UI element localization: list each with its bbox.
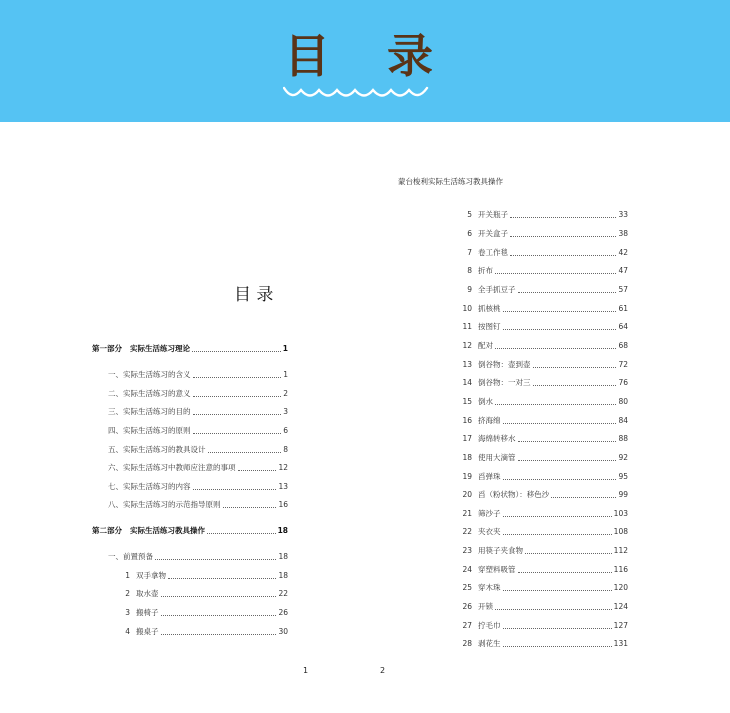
toc-entry[interactable] — [108, 368, 288, 382]
entry-title: 双手拿物 — [136, 571, 166, 580]
dot-leader — [518, 570, 612, 573]
toc-entry[interactable] — [120, 569, 288, 583]
toc-page-title: 目 录 — [234, 285, 274, 305]
entry-number: 11 — [462, 322, 472, 331]
page-ref: 99 — [618, 490, 628, 499]
page-ref: 108 — [613, 527, 628, 536]
dot-leader — [495, 346, 616, 349]
page-ref: 61 — [618, 304, 628, 313]
entry-number: 7 — [467, 248, 472, 257]
entry-title: 开关瓶子 — [478, 210, 508, 219]
section-title: 一、前置预备 — [108, 552, 153, 561]
entry-title: 用筷子夹食物 — [478, 546, 523, 555]
dot-leader — [510, 215, 616, 218]
entry-title: 取水壶 — [136, 589, 159, 598]
entry-number: 12 — [462, 341, 472, 350]
page-ref: 112 — [613, 546, 628, 555]
toc-entry[interactable] — [120, 625, 288, 639]
banner-title-char: 录 — [387, 29, 433, 83]
dot-leader — [193, 431, 282, 434]
toc-entry[interactable] — [462, 488, 628, 502]
toc-entry[interactable] — [462, 619, 628, 633]
page-ref: 116 — [613, 565, 628, 574]
toc-entry[interactable] — [462, 581, 628, 595]
page-ref: 84 — [618, 416, 628, 425]
toc-entry[interactable] — [462, 264, 628, 278]
toc-entry[interactable] — [462, 563, 628, 577]
entry-title: 倒谷物：壶到壶 — [478, 360, 531, 369]
running-header: 蒙台梭利实际生活练习教具操作 — [398, 177, 503, 186]
entry-title: 卷工作毯 — [478, 248, 508, 257]
header-banner — [0, 0, 730, 122]
entry-title: 穿塑料吸管 — [478, 565, 516, 574]
toc-entry[interactable] — [108, 498, 288, 512]
page-ref: 103 — [613, 509, 628, 518]
dot-leader — [503, 532, 612, 535]
toc-entry[interactable] — [462, 432, 628, 446]
entry-number: 15 — [462, 397, 472, 406]
entry-title: 七、实际生活练习的内容 — [108, 482, 191, 491]
toc-entry[interactable] — [462, 302, 628, 316]
entry-title: 四、实际生活练习的原则 — [108, 426, 191, 435]
toc-entry[interactable] — [462, 414, 628, 428]
toc-entry[interactable] — [462, 283, 628, 297]
dot-leader — [503, 309, 617, 312]
page-ref: 6 — [283, 426, 288, 435]
entry-number: 18 — [462, 453, 472, 462]
dot-leader — [193, 375, 282, 378]
toc-entry[interactable] — [462, 208, 628, 222]
page-ref: 124 — [613, 602, 628, 611]
dot-leader — [551, 495, 616, 498]
entry-title: 配对 — [478, 341, 493, 350]
dot-leader — [161, 632, 277, 635]
dot-leader — [208, 450, 282, 453]
part-number: 第一部分 — [92, 344, 122, 353]
part-title: 实际生活练习教具操作 — [130, 526, 205, 535]
dot-leader — [510, 234, 616, 237]
entry-number: 9 — [467, 285, 472, 294]
page-ref: 47 — [618, 266, 628, 275]
dot-leader — [503, 421, 617, 424]
page-ref: 57 — [618, 285, 628, 294]
page-ref: 8 — [283, 445, 288, 454]
entry-title: 按图钉 — [478, 322, 501, 331]
page-ref: 80 — [618, 397, 628, 406]
dot-leader — [495, 607, 612, 610]
dot-leader — [495, 271, 616, 274]
entry-number: 17 — [462, 434, 472, 443]
dot-leader — [533, 383, 617, 386]
entry-title: 海绵转移水 — [478, 434, 516, 443]
entry-title: 舀（粉状物）：移色沙 — [478, 490, 550, 499]
page-ref: 13 — [278, 482, 288, 491]
page-ref: 16 — [278, 500, 288, 509]
toc-entry[interactable] — [462, 600, 628, 614]
page-ref: 30 — [278, 627, 288, 636]
dot-leader — [193, 487, 277, 490]
dot-leader — [495, 402, 616, 405]
entry-number: 24 — [462, 565, 472, 574]
entry-title: 开关盒子 — [478, 229, 508, 238]
dot-leader — [503, 626, 612, 629]
page-number: 2 — [380, 666, 386, 675]
toc-entry[interactable] — [462, 470, 628, 484]
dot-leader — [533, 365, 617, 368]
page-number: 1 — [303, 666, 309, 675]
entry-number: 6 — [467, 229, 472, 238]
entry-number: 21 — [462, 509, 472, 518]
dot-leader — [168, 576, 276, 579]
page-ref: 26 — [278, 608, 288, 617]
page-ref: 92 — [618, 453, 628, 462]
toc-entry[interactable] — [108, 424, 288, 438]
page-ref: 64 — [618, 322, 628, 331]
entry-title: 筛沙子 — [478, 509, 501, 518]
dot-leader — [510, 253, 616, 256]
entry-title: 搬椅子 — [136, 608, 159, 617]
entry-title: 搬桌子 — [136, 627, 159, 636]
entry-number: 25 — [462, 583, 472, 592]
toc-entry[interactable] — [108, 480, 288, 494]
entry-title: 挤海绵 — [478, 416, 501, 425]
page-ref: 18 — [278, 571, 288, 580]
page-ref: 76 — [618, 378, 628, 387]
dot-leader — [518, 439, 617, 442]
banner-title-char: 目 — [284, 29, 330, 83]
page-ref: 42 — [618, 248, 628, 257]
entry-title: 使用大滴管 — [478, 453, 516, 462]
page-ref: 12 — [278, 463, 288, 472]
page-ref: 127 — [613, 621, 628, 630]
dot-leader — [193, 394, 282, 397]
entry-number: 8 — [467, 266, 472, 275]
page-ref: 1 — [282, 344, 288, 353]
dot-leader — [525, 551, 612, 554]
toc-entry[interactable] — [108, 443, 288, 457]
entry-number: 3 — [125, 608, 130, 617]
page-ref: 131 — [613, 639, 628, 648]
toc-entry[interactable] — [120, 587, 288, 601]
dot-leader — [518, 290, 617, 293]
banner-title — [0, 26, 730, 86]
toc-entry[interactable] — [462, 339, 628, 353]
entry-title: 二、实际生活练习的意义 — [108, 389, 191, 398]
page-ref: 22 — [278, 589, 288, 598]
toc-section[interactable] — [108, 550, 288, 564]
toc-part-heading[interactable] — [92, 342, 288, 356]
entry-number: 1 — [125, 571, 130, 580]
entry-title: 开锁 — [478, 602, 493, 611]
page-ref: 72 — [618, 360, 628, 369]
entry-title: 全手抓豆子 — [478, 285, 516, 294]
toc-entry[interactable] — [462, 544, 628, 558]
toc-entry[interactable] — [462, 395, 628, 409]
entry-number: 4 — [125, 627, 130, 636]
toc-entry[interactable] — [462, 525, 628, 539]
page-ref: 2 — [283, 389, 288, 398]
entry-title: 倒水 — [478, 397, 493, 406]
dot-leader — [223, 505, 277, 508]
entry-title: 八、实际生活练习的示范指导原则 — [108, 500, 221, 509]
toc-entry[interactable] — [462, 451, 628, 465]
page-ref: 88 — [618, 434, 628, 443]
page-ref: 3 — [283, 407, 288, 416]
page-ref: 95 — [618, 472, 628, 481]
dot-leader — [238, 468, 277, 471]
entry-title: 拧毛巾 — [478, 621, 501, 630]
entry-title: 剥花生 — [478, 639, 501, 648]
entry-title: 夹衣夹 — [478, 527, 501, 536]
entry-number: 27 — [462, 621, 472, 630]
toc-entry[interactable] — [108, 387, 288, 401]
toc-entry[interactable] — [462, 376, 628, 390]
part-title: 实际生活练习理论 — [130, 344, 190, 353]
entry-number: 19 — [462, 472, 472, 481]
entry-number: 10 — [462, 304, 472, 313]
dot-leader — [503, 327, 617, 330]
toc-entry[interactable] — [462, 227, 628, 241]
dot-leader — [161, 613, 277, 616]
entry-title: 三、实际生活练习的目的 — [108, 407, 191, 416]
entry-title: 穿木珠 — [478, 583, 501, 592]
entry-number: 20 — [462, 490, 472, 499]
dot-leader — [503, 588, 612, 591]
entry-title: 抓核桃 — [478, 304, 501, 313]
toc-entry[interactable] — [108, 461, 288, 475]
dot-leader — [192, 349, 281, 352]
toc-entry[interactable] — [462, 637, 628, 651]
page-ref: 18 — [277, 526, 288, 535]
entry-number: 13 — [462, 360, 472, 369]
page-ref: 18 — [278, 552, 288, 561]
entry-number: 16 — [462, 416, 472, 425]
entry-title: 倒谷物：一对三 — [478, 378, 531, 387]
toc-entry[interactable] — [462, 320, 628, 334]
page-ref: 38 — [618, 229, 628, 238]
entry-title: 五、实际生活练习的教具设计 — [108, 445, 206, 454]
entry-title: 六、实际生活练习中教师应注意的事项 — [108, 463, 236, 472]
dot-leader — [503, 477, 617, 480]
entry-number: 28 — [462, 639, 472, 648]
dot-leader — [518, 458, 617, 461]
entry-number: 5 — [467, 210, 472, 219]
toc-entry[interactable] — [108, 405, 288, 419]
toc-entry[interactable] — [462, 507, 628, 521]
page-ref: 33 — [618, 210, 628, 219]
wave-decoration — [283, 86, 429, 102]
toc-entry[interactable] — [462, 246, 628, 260]
toc-part-heading[interactable] — [92, 524, 288, 538]
entry-title: 折布 — [478, 266, 493, 275]
entry-title: 一、实际生活练习的含义 — [108, 370, 191, 379]
page-ref: 1 — [283, 370, 288, 379]
dot-leader — [503, 644, 612, 647]
dot-leader — [193, 412, 282, 415]
entry-number: 26 — [462, 602, 472, 611]
dot-leader — [161, 594, 277, 597]
part-number: 第二部分 — [92, 526, 122, 535]
dot-leader — [503, 514, 612, 517]
dot-leader — [207, 531, 276, 534]
toc-entry[interactable] — [462, 358, 628, 372]
dot-leader — [155, 557, 276, 560]
page-ref: 68 — [618, 341, 628, 350]
entry-number: 22 — [462, 527, 472, 536]
entry-number: 14 — [462, 378, 472, 387]
entry-number: 23 — [462, 546, 472, 555]
entry-title: 舀弹珠 — [478, 472, 501, 481]
entry-number: 2 — [125, 589, 130, 598]
page-ref: 120 — [613, 583, 628, 592]
toc-entry[interactable] — [120, 606, 288, 620]
